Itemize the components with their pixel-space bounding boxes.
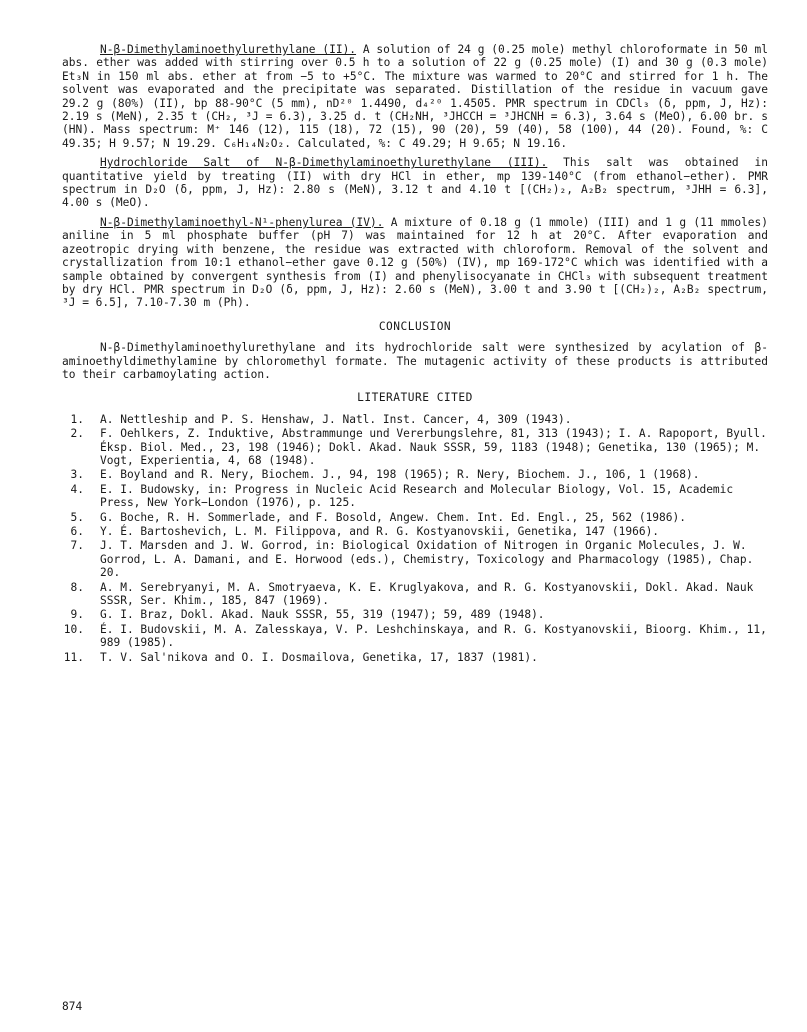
compound-iv-title: N-β-Dimethylaminoethyl-N¹-phenylurea (IV). — [100, 215, 384, 229]
compound-iii-body: This salt was obtained in quantitative yield by treating (II) with dry HCl in ether, mp 139-140°C (from ethanol−ether). PMR spectrum in D₂O (δ, ppm, J, Hz): 2.80 s (MeN), 3.12 t and 4.10 t [(CH₂)₂, A₂B₂ spectrum, ³JHH = 6.3], 4.00 s (MeO). — [62, 156, 768, 210]
reference-number: 7. — [70, 539, 84, 553]
reference-text: G. Boche, R. H. Sommerlade, and F. Bosold, Angew. Chem. Int. Ed. Engl., 25, 562 (1986). — [100, 510, 686, 524]
reference-text: E. I. Budowsky, in: Progress in Nucleic Acid Research and Molecular Biology, Vol. 15, Academic Press, New York−London (1976), p. 125. — [100, 482, 734, 510]
reference-item — [62, 525, 768, 538]
reference-item — [62, 413, 768, 426]
compound-iii-title: Hydrochloride Salt of N-β-Dimethylaminoethylurethylane (III). — [100, 156, 548, 170]
reference-number: 4. — [70, 482, 84, 496]
reference-text: A. Nettleship and P. S. Henshaw, J. Natl. Inst. Cancer, 4, 309 (1943). — [100, 412, 572, 426]
reference-item — [62, 608, 768, 621]
reference-item — [62, 651, 768, 664]
reference-number: 9. — [70, 608, 84, 622]
reference-number: 3. — [70, 468, 84, 482]
reference-item — [62, 483, 768, 510]
paragraph-compound-ii — [62, 43, 768, 150]
reference-number: 1. — [70, 412, 84, 426]
paragraph-compound-iii — [62, 156, 768, 210]
literature-heading: LITERATURE CITED — [357, 391, 473, 405]
compound-iv-body: A mixture of 0.18 g (1 mmole) (III) and 1 g (11 mmoles) aniline in 5 ml phosphate buffer (pH 7) was maintained for 12 h at 20°C. After evaporation and azeotropic drying with benzene, the residue was extracted with chloroform. Removal of the solvent and crystallization from 10:1 ethanol−ether gave 0.12 g (50%) (IV), mp 169-172°C which was identified with a sample obtained by convergent synthesis from (I) and phenylisocyanate in CHCl₃ with subsequent treatment by dry HCl. PMR spectrum in D₂O (δ, ppm, J, Hz): 2.60 s (MeN), 3.00 t and 3.90 t [(CH₂)₂, A₂B₂ spectrum, ³J = 6.5], 7.10-7.30 m (Ph). — [62, 215, 769, 310]
reference-number: 10. — [63, 622, 84, 636]
article-page — [62, 43, 768, 665]
conclusion-heading: CONCLUSION — [378, 319, 452, 333]
reference-number: 11. — [63, 650, 84, 664]
compound-ii-title: N-β-Dimethylaminoethylurethylane (II). — [100, 43, 357, 56]
reference-item — [62, 623, 768, 650]
reference-number: 2. — [70, 427, 84, 441]
paragraph-compound-iv — [62, 216, 768, 310]
page-number: 874 — [62, 1000, 83, 1013]
reference-list — [62, 413, 768, 664]
reference-text: A. M. Serebryanyi, M. A. Smotryaeva, K. E. Kruglyakova, and R. G. Kostyanovskii, Dokl. Akad. Nauk SSSR, Ser. Khim., 185, 847 (1969). — [100, 580, 754, 608]
reference-text: F. Oehlkers, Z. Induktive, Abstrammunge und Vererbungslehre, 81, 313 (1943); I. A. Rapoport, Byull. Éksp. Biol. Med., 23, 198 (1946); Dokl. Akad. Nauk SSSR, 59, 1183 (1948); Genetika, 130 (1965); M. Vogt, Experientia, 4, 68 (1948). — [100, 427, 767, 467]
reference-number: 8. — [70, 580, 84, 594]
reference-number: 6. — [70, 525, 84, 538]
reference-item — [62, 468, 768, 481]
reference-text: É. I. Budovskii, M. A. Zalesskaya, V. P. Leshchinskaya, and R. G. Kostyanovskii, Bioorg. Khim., 11, 989 (1985). — [100, 622, 767, 650]
reference-number: 5. — [70, 510, 84, 524]
reference-text: T. V. Sal'nikova and O. I. Dosmailova, Genetika, 17, 1837 (1981). — [100, 650, 538, 664]
reference-text: J. T. Marsden and J. W. Gorrod, in: Biological Oxidation of Nitrogen in Organic Molecules, J. W. Gorrod, L. A. Damani, and E. Horwood (eds.), Chemistry, Toxicology and Pharmacology (1985), Chap. 20. — [100, 539, 754, 580]
conclusion-text: N-β-Dimethylaminoethylurethylane and its hydrochloride salt were synthesized by acylation of β-aminoethyldimethylamine by chloromethyl formate. The mutagenic activity of these products is attributed to their carbamoylating action. — [62, 341, 768, 381]
reference-item — [62, 427, 768, 467]
reference-item — [62, 581, 768, 608]
reference-text: G. I. Braz, Dokl. Akad. Nauk SSSR, 55, 319 (1947); 59, 489 (1948). — [100, 608, 545, 622]
reference-item — [62, 511, 768, 524]
reference-text: Y. É. Bartoshevich, L. M. Filippova, and R. G. Kostyanovskii, Genetika, 147 (1966). — [100, 525, 660, 538]
reference-item — [62, 539, 768, 579]
reference-text: E. Boyland and R. Nery, Biochem. J., 94, 198 (1965); R. Nery, Biochem. J., 106, 1 (1968). — [100, 468, 700, 482]
compound-ii-body: A solution of 24 g (0.25 mole) methyl chloroformate in 50 ml abs. ether was added with stirring over 0.5 h to a solution of 22 g (0.25 mole) (I) and 30 g (0.3 mole) Et₃N in 150 ml abs. ether at from −5 to +5°C. The mixture was warmed to 20°C and stirred for 1 h. The solvent was evaporated and the precipitate was separated. Distillation of the residue in vacuum gave 29.2 g (80%) (II), bp 88-90°C (5 mm), nD²⁰ 1.4490, d₄²⁰ 1.4505. PMR spectrum in CDCl₃ (δ, ppm, J, Hz): 2.19 s (MeN), 2.35 t (CH₂, ³J = 6.3), 3.25 d. t (CH₂NH, ³JHCCH = ³JHCNH = 6.3), 3.64 s (MeO), 6.00 br. s (HN). Mass spectrum: M⁺ 146 (12), 115 (18), 72 (15), 90 (20), 59 (40), 58 (100), 44 (20). Found, %: C 49.35; H 9.57; N 19.29. C₆H₁₄N₂O₂. Calculated, %: C 49.29; H 9.65; N 19.16. — [62, 43, 768, 150]
